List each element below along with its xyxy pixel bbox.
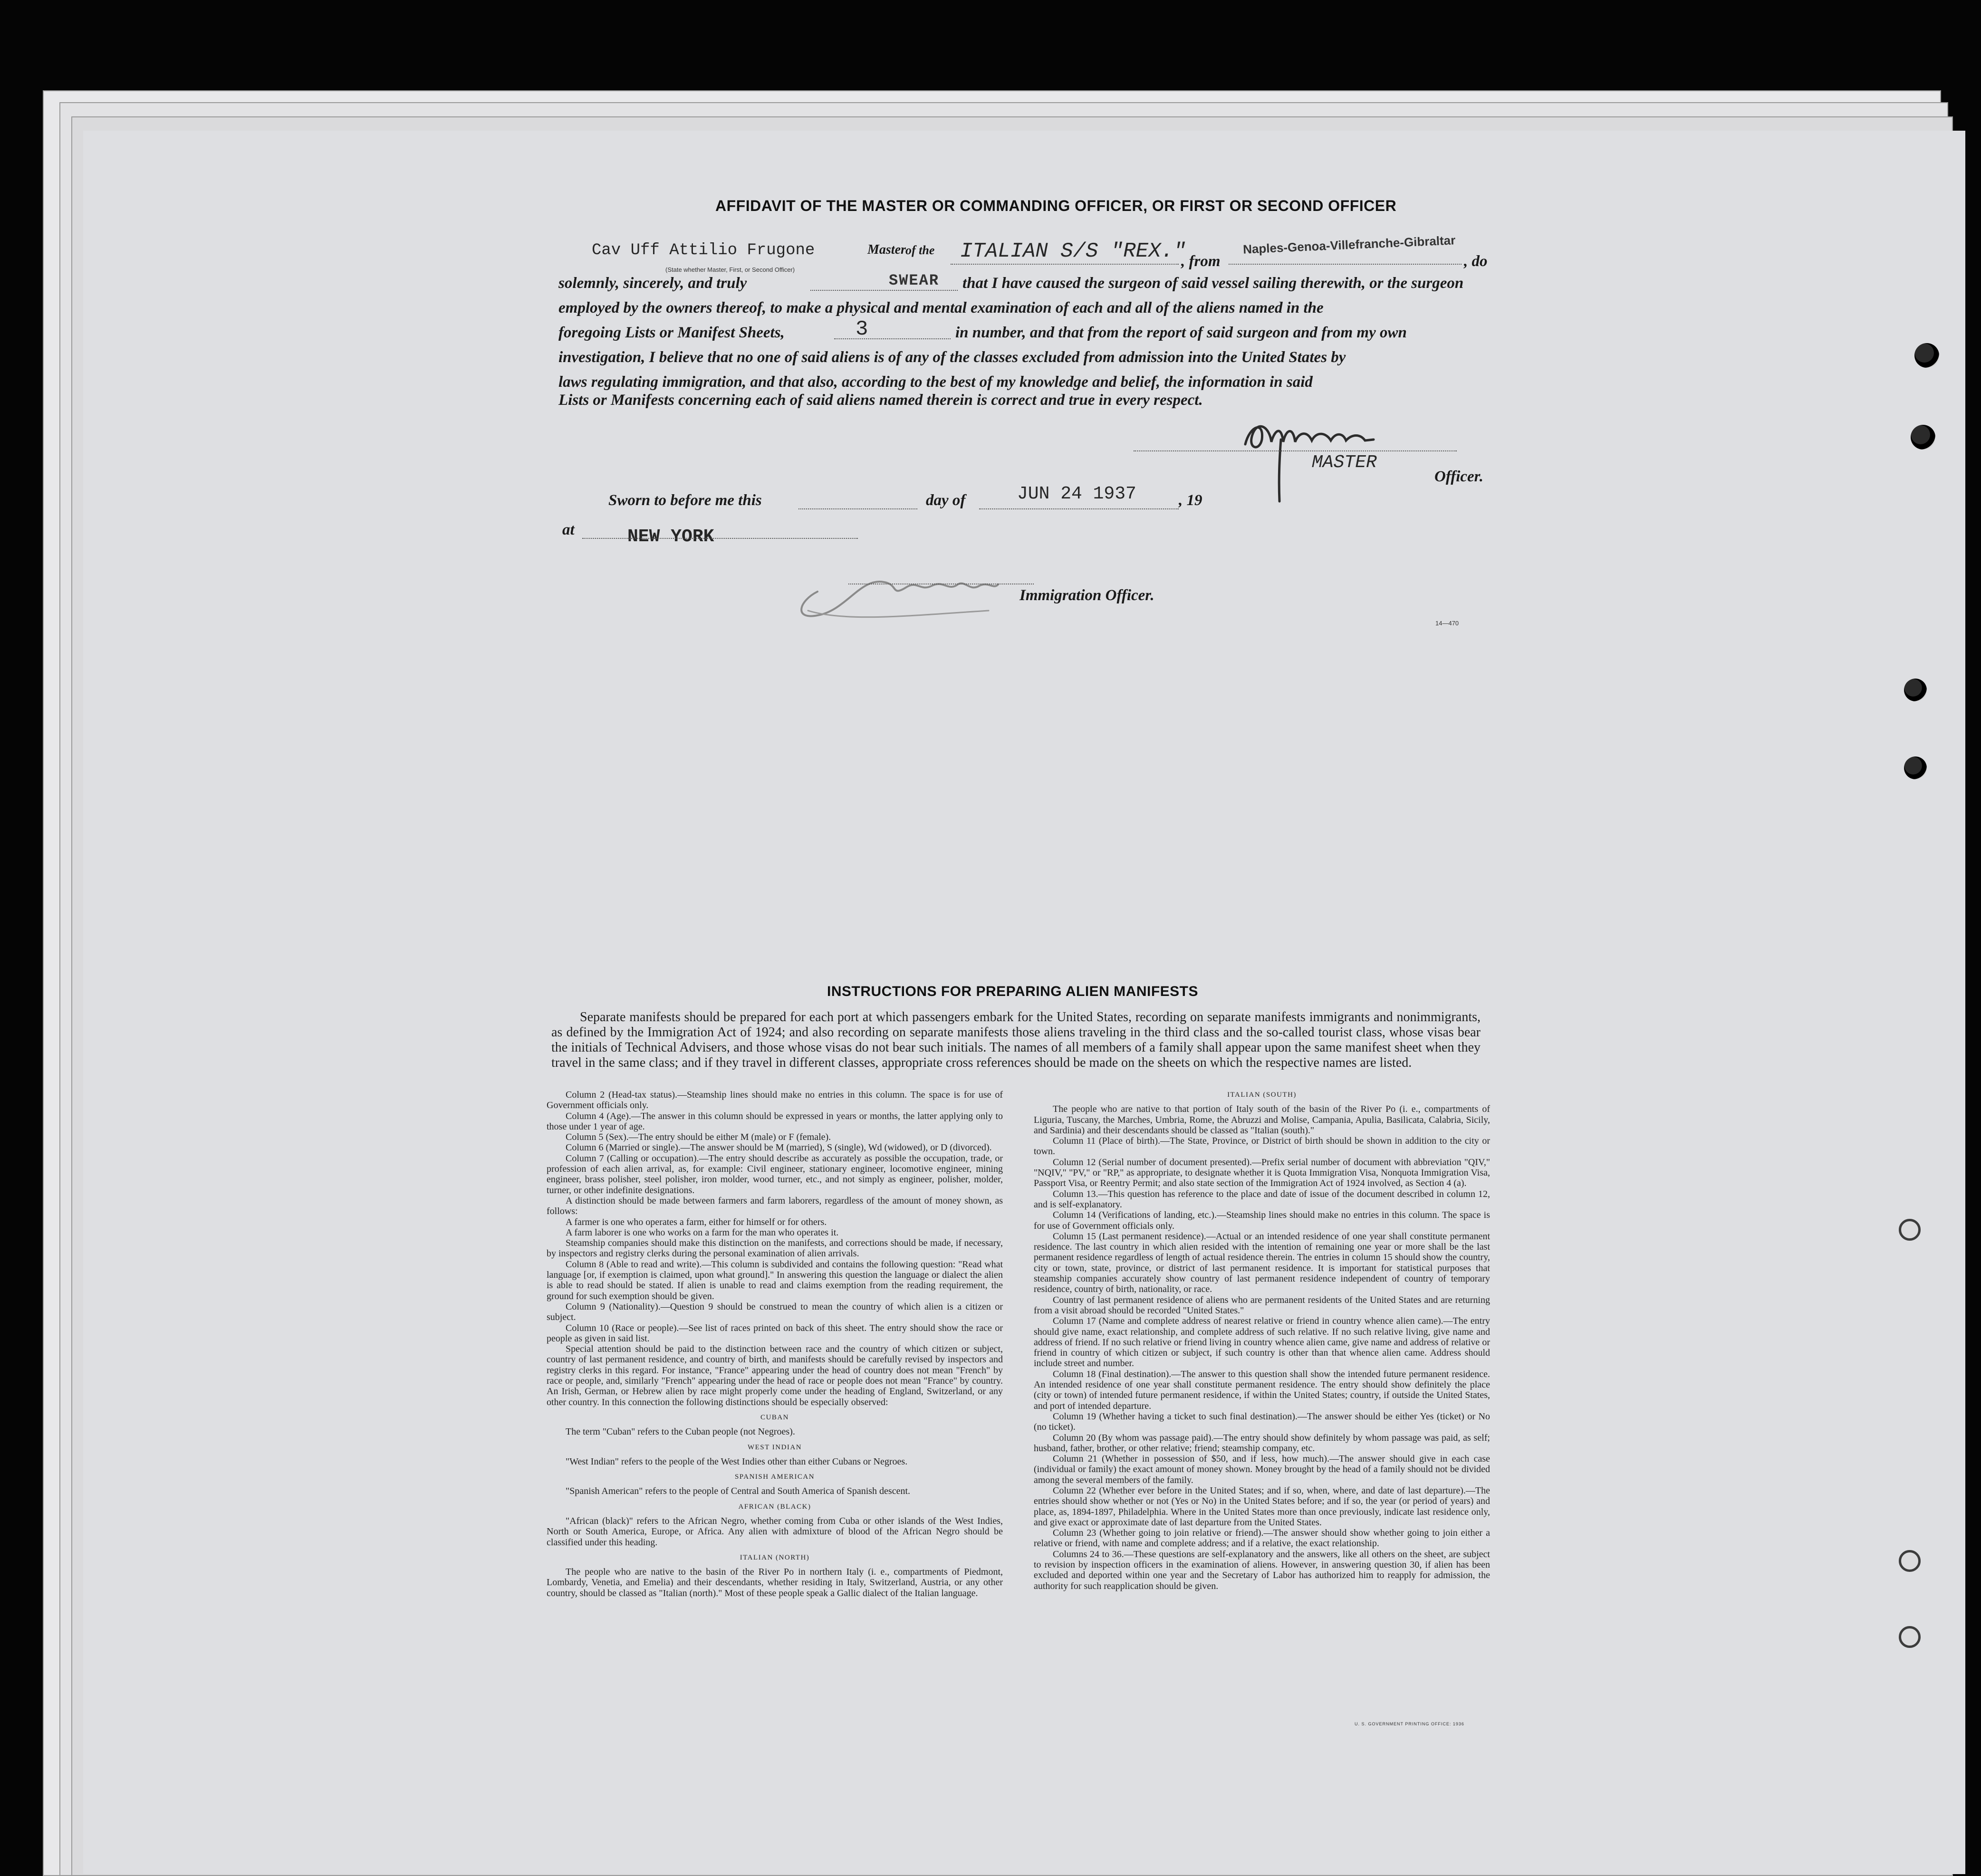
- section-heading-italian-south: ITALIAN (SOUTH): [1227, 1091, 1297, 1099]
- instruction-paragraph: Column 21 (Whether in possession of $50, and if less, how much).—The answer should give in each case (individual or family) the exact amount of money shown. Money brought by the head of a family should not be divided among the several members of the family.: [1034, 1454, 1490, 1485]
- instruction-paragraph: Column 14 (Verifications of landing, etc.).—Steamship lines should make no entries in this column. The space is for use of Government officials only.: [1034, 1210, 1490, 1231]
- punch-hole: [1899, 1626, 1921, 1648]
- printer-note: U. S. GOVERNMENT PRINTING OFFICE: 1936: [1355, 1722, 1464, 1726]
- sworn-date-line: [979, 508, 1179, 509]
- spanish-american-definition: "Spanish American" refers to the people of Central and South America of Spanish descent.: [566, 1486, 911, 1497]
- ship-name: ITALIAN S/S "REX.": [960, 239, 1186, 263]
- swear-line: [810, 290, 958, 291]
- affidavit-line-6: laws regulating immigration, and that also, according to the best of my knowledge and belief, the information in said: [558, 373, 1313, 391]
- instruction-paragraph: Column 22 (Whether ever before in the United States; and if so, when, where, and date of last departure).—The entries should show whether or not (Yes or No) in the United States before; and if so, the year (or period of years) and place, as, 1894-1897, Philadelphia. Where in the United States more than once previously, indicate last residence only, and give exact or approximate date of last departure from the United States.: [1034, 1485, 1490, 1528]
- affidavit-line-5: investigation, I believe that no one of said aliens is of any of the classes excluded from admission into the United States by: [558, 349, 1346, 366]
- punch-hole: [1914, 343, 1939, 368]
- sheets-count: 3: [856, 317, 868, 341]
- african-definition: "African (black)" refers to the African Negro, whether coming from Cuba or other islands of the West Indies, North or South America, Europe, or Africa. Any alien with admixture of blood of the African Negro should be classified under this heading.: [547, 1515, 1003, 1548]
- signature-line: [1134, 450, 1457, 451]
- affidavit-line-7: Lists or Manifests concerning each of said aliens named therein is correct and true in every respect.: [558, 392, 1203, 409]
- instruction-paragraph: Column 5 (Sex).—The entry should be either M (male) or F (female).: [566, 1132, 831, 1143]
- instruction-paragraph: Column 12 (Serial number of document presented).—Prefix serial number of document with abbreviation "QIV," "NQIV," "PV," or "RP," as appropriate, to designate whether it is Quota Immigration Visa, Nonquota Immigration Visa, Passport Visa, or Reentry Permit; and also state section of the Immigration Act of 1924 involved, as Section 4 (a).: [1034, 1157, 1490, 1189]
- instruction-paragraph: Column 6 (Married or single).—The answer should be M (married), S (single), Wd (widowed), or D (divorced).: [566, 1142, 992, 1153]
- ship-line: [951, 264, 1179, 265]
- sheets-line: [834, 338, 951, 339]
- place-line: [582, 538, 858, 539]
- at-label: at: [562, 521, 575, 538]
- instruction-paragraph: Special attention should be paid to the distinction between race and the country of which citizen or subject, country of last permanent residence, and country of birth, and manifests should be carefully revised by inspectors and registry clerks in this regard. For instance, "France" appearing under the head of country does not mean "French" by race or people, and, similarly "French" appearing under the head of race or people does not mean "France" by country. An Irish, German, or Hebrew alien by race might properly come under the heading of England, Switzerland, or any other country. In this connection the following distinctions should be especially observed:: [547, 1344, 1003, 1407]
- cuban-definition: The term "Cuban" refers to the Cuban people (not Negroes).: [566, 1426, 795, 1437]
- punch-hole: [1904, 756, 1927, 779]
- instruction-paragraph: Column 15 (Last permanent residence).—Actual or an intended residence of one year shall constitute permanent residence. The last country in which alien resided with the intention of remaining one year or more shall be the last permanent residence regardless of length of actual residence therein. The entries in column 15 should show the country, city or town, state, province, or district of last permanent residence. It is important for statistical purposes that steamship companies accurately show country of last permanent residence independent of country of temporary residence, country of birth, nationality, or race.: [1034, 1231, 1490, 1295]
- affidavit-line-2b: that I have caused the surgeon of said vessel sailing therewith, or the surgeon: [962, 275, 1464, 292]
- instruction-paragraph: Column 11 (Place of birth).—The State, Province, or District of birth should be shown in addition to the city or town.: [1034, 1136, 1490, 1157]
- instruction-paragraph: A farmer is one who operates a farm, either for himself or for others.: [566, 1216, 827, 1227]
- rank-print: Master: [867, 242, 906, 257]
- section-heading-spanish-american: SPANISH AMERICAN: [734, 1473, 815, 1481]
- instruction-paragraph: Column 10 (Race or people).—See list of races printed on back of this sheet. The entry should show the race or people as given in said list.: [547, 1322, 1003, 1344]
- signature-title: MASTER: [1312, 452, 1377, 473]
- immigration-officer-signature: [789, 558, 1055, 630]
- section-heading-west-indian: WEST INDIAN: [747, 1443, 802, 1451]
- instruction-paragraph: Country of last permanent residence of aliens who are permanent residents of the United States and are returning from a visit abroad should be recorded "United States.": [1034, 1294, 1490, 1316]
- swear-stamp: SWEAR: [889, 272, 940, 289]
- section-heading-cuban: CUBAN: [760, 1413, 789, 1421]
- instruction-paragraph: Column 18 (Final destination).—The answer to this question shall show the intended future permanent residence. An intended residence of one year shall constitute permanent residence. The entry should show definitely the place (city or town) of intended future permanent residence, if within the United States; country, if outside the United States, and port of intended departure.: [1034, 1369, 1490, 1411]
- sworn-date: JUN 24 1937: [1017, 484, 1136, 504]
- from-ports: Naples-Genoa-Villefranche-Gibraltar: [1242, 233, 1456, 257]
- instruction-paragraph: Columns 24 to 36.—These questions are self-explanatory and the answers, like all others on the sheet, are subject to revision by inspection officers in the examination of aliens. However, in answering question 30, if alien has been excluded and deported within one year and the Secretary of Labor has authorized him to reapply for admission, the authority for such reapplication should be given.: [1034, 1549, 1490, 1591]
- instruction-paragraph: Column 8 (Able to read and write).—This column is subdivided and contains the following question: "Read what language [or, if exemption is claimed, upon what ground]." In answering this question the language or dialect the alien is able to read should be stated. If alien is unable to read and claims exemption from the reading requirement, the ground for such exemption should be given.: [547, 1259, 1003, 1302]
- punch-hole: [1899, 1219, 1921, 1241]
- instructions-right-column: [1034, 1090, 1490, 1591]
- instruction-paragraph: The people who are native to that portion of Italy south of the basin of the River Po (i. e., compartments of Liguria, Tuscany, the Marches, Umbria, Rome, the Abruzzi and Molise, Campania, Apulia, Basilicata, Calabria, Sicily, and Sardinia) and their descendants should be classed as "Italian (south).": [1034, 1104, 1490, 1136]
- instruction-paragraph: Column 2 (Head-tax status).—Steamship lines should make no entries in this column. The space is for use of Government officials only.: [547, 1090, 1003, 1111]
- instruction-paragraph: Steamship companies should make this distinction on the manifests, and corrections should be made, if necessary, by inspectors and registry clerks during the personal examination of alien arrivals.: [547, 1238, 1003, 1259]
- rank-caption: (State whether Master, First, or Second Officer): [665, 266, 795, 273]
- section-heading-italian-north: ITALIAN (NORTH): [740, 1553, 810, 1561]
- instruction-paragraph: Column 7 (Calling or occupation).—The entry should describe as accurately as possible the occupation, trade, or profession of each alien arrival, as, for example: Civil engineer, stationary engineer, locomotive engineer, mining engineer, brass polisher, steel polisher, iron molder, wood turner, etc., and not simply as engineer, polisher, molder, turner, or other indefinite designations.: [547, 1153, 1003, 1196]
- officer-label: Officer.: [1434, 468, 1483, 485]
- from-label: , from: [1181, 253, 1221, 270]
- instructions-left-column: [547, 1090, 1003, 1598]
- instruction-paragraph: Column 20 (By whom was passage paid).—The entry should show definitely by whom passage was paid, as self; husband, father, brother, or other relative; friend; steamship company, etc.: [1034, 1432, 1490, 1454]
- italian-north-definition: The people who are native to the basin of the River Po in northern Italy (i. e., compartments of Piedmont, Lombardy, Venetia, and Emelia) and their descendants, whether residing in Italy, Switzerland, Austria, or any other country, should be classed as "Italian (north)." Most of these people speak a Gallic dialect of the Italian language.: [547, 1567, 1003, 1598]
- instruction-paragraph: Column 23 (Whether going to join relative or friend).—The answer should show whether going to join either a relative or friend, with name and complete address; and if a relative, the exact relationship.: [1034, 1528, 1490, 1549]
- officer-name: Cav Uff Attilio Frugone: [592, 241, 815, 259]
- affidavit-line-4a: foregoing Lists or Manifest Sheets,: [558, 324, 785, 341]
- form-number: 14—470: [1435, 620, 1459, 627]
- punch-hole: [1904, 679, 1927, 701]
- instruction-paragraph: A farm laborer is one who works on a farm for the man who operates it.: [566, 1227, 839, 1238]
- affidavit-line-4b: in number, and that from the report of said surgeon and from my own: [955, 324, 1407, 341]
- instruction-paragraph: Column 17 (Name and complete address of nearest relative or friend in country whence alien came).—The entry should give name, exact relationship, and complete address of such relative. If no such relative living, give name and address of friend. If no such relative or friend living in country whence alien came, give name and address of relative or friend in country of which citizen or subject, if such country is other than that whence alien came. Address should include street and number.: [1034, 1316, 1490, 1369]
- instruction-paragraph: Column 13.—This question has reference to the place and date of issue of the document described in column 12, and is self-explanatory.: [1034, 1188, 1490, 1210]
- of-the-label: of the: [905, 243, 935, 257]
- instruction-paragraph: A distinction should be made between farmers and farm laborers, regardless of the amount of money shown, as follows:: [547, 1195, 1003, 1217]
- section-heading-african: AFRICAN (BLACK): [738, 1503, 811, 1511]
- instruction-paragraph: Column 9 (Nationality).—Question 9 should be construed to mean the country of which alien is a citizen or subject.: [547, 1301, 1003, 1323]
- sworn-place: NEW YORK: [627, 526, 714, 547]
- instructions-intro: Separate manifests should be prepared for each port at which passengers embark for the United States, recording on separate manifests immigrants and nonimmigrants, as defined by the Immigration Act of 1924; and also recording on separate manifests those aliens traveling in the third class and the so-called tourist class, whose visas bear the initials of Technical Advisers, and those whose visas do not bear such initials. The names of all members of a family shall appear upon the same manifest sheet when they travel in the same class; and if they travel in different classes, appropriate cross references should be made on the sheets on which the respective names are listed.: [551, 1010, 1481, 1070]
- day-of-label: day of: [926, 492, 966, 509]
- sworn-label: Sworn to before me this: [608, 492, 762, 509]
- punch-hole: [1899, 1550, 1921, 1572]
- west-indian-definition: "West Indian" refers to the people of the West Indies other than either Cubans or Negroes.: [566, 1456, 908, 1467]
- affidavit-line-2a: solemnly, sincerely, and truly: [558, 275, 747, 292]
- punch-hole: [1911, 425, 1935, 450]
- instruction-paragraph: Column 19 (Whether having a ticket to such final destination).—The answer should be either Yes (ticket) or No (no ticket).: [1034, 1411, 1490, 1433]
- sworn-day-line: [798, 508, 917, 509]
- immigration-officer-label: Immigration Officer.: [1019, 587, 1154, 604]
- affidavit-line-3: employed by the owners thereof, to make a physical and mental examination of each and all of the aliens named in the: [558, 299, 1324, 316]
- do-label: , do: [1464, 253, 1488, 270]
- instruction-paragraph: Column 4 (Age).—The answer in this column should be expressed in years or months, the latter applying only to those under 1 year of age.: [547, 1110, 1003, 1132]
- instructions-title: INSTRUCTIONS FOR PREPARING ALIEN MANIFESTS: [827, 984, 1199, 999]
- from-line: [1229, 264, 1462, 265]
- year-prefix: , 19: [1179, 492, 1202, 509]
- affidavit-title: AFFIDAVIT OF THE MASTER OR COMMANDING OFFICER, OR FIRST OR SECOND OFFICER: [715, 197, 1397, 214]
